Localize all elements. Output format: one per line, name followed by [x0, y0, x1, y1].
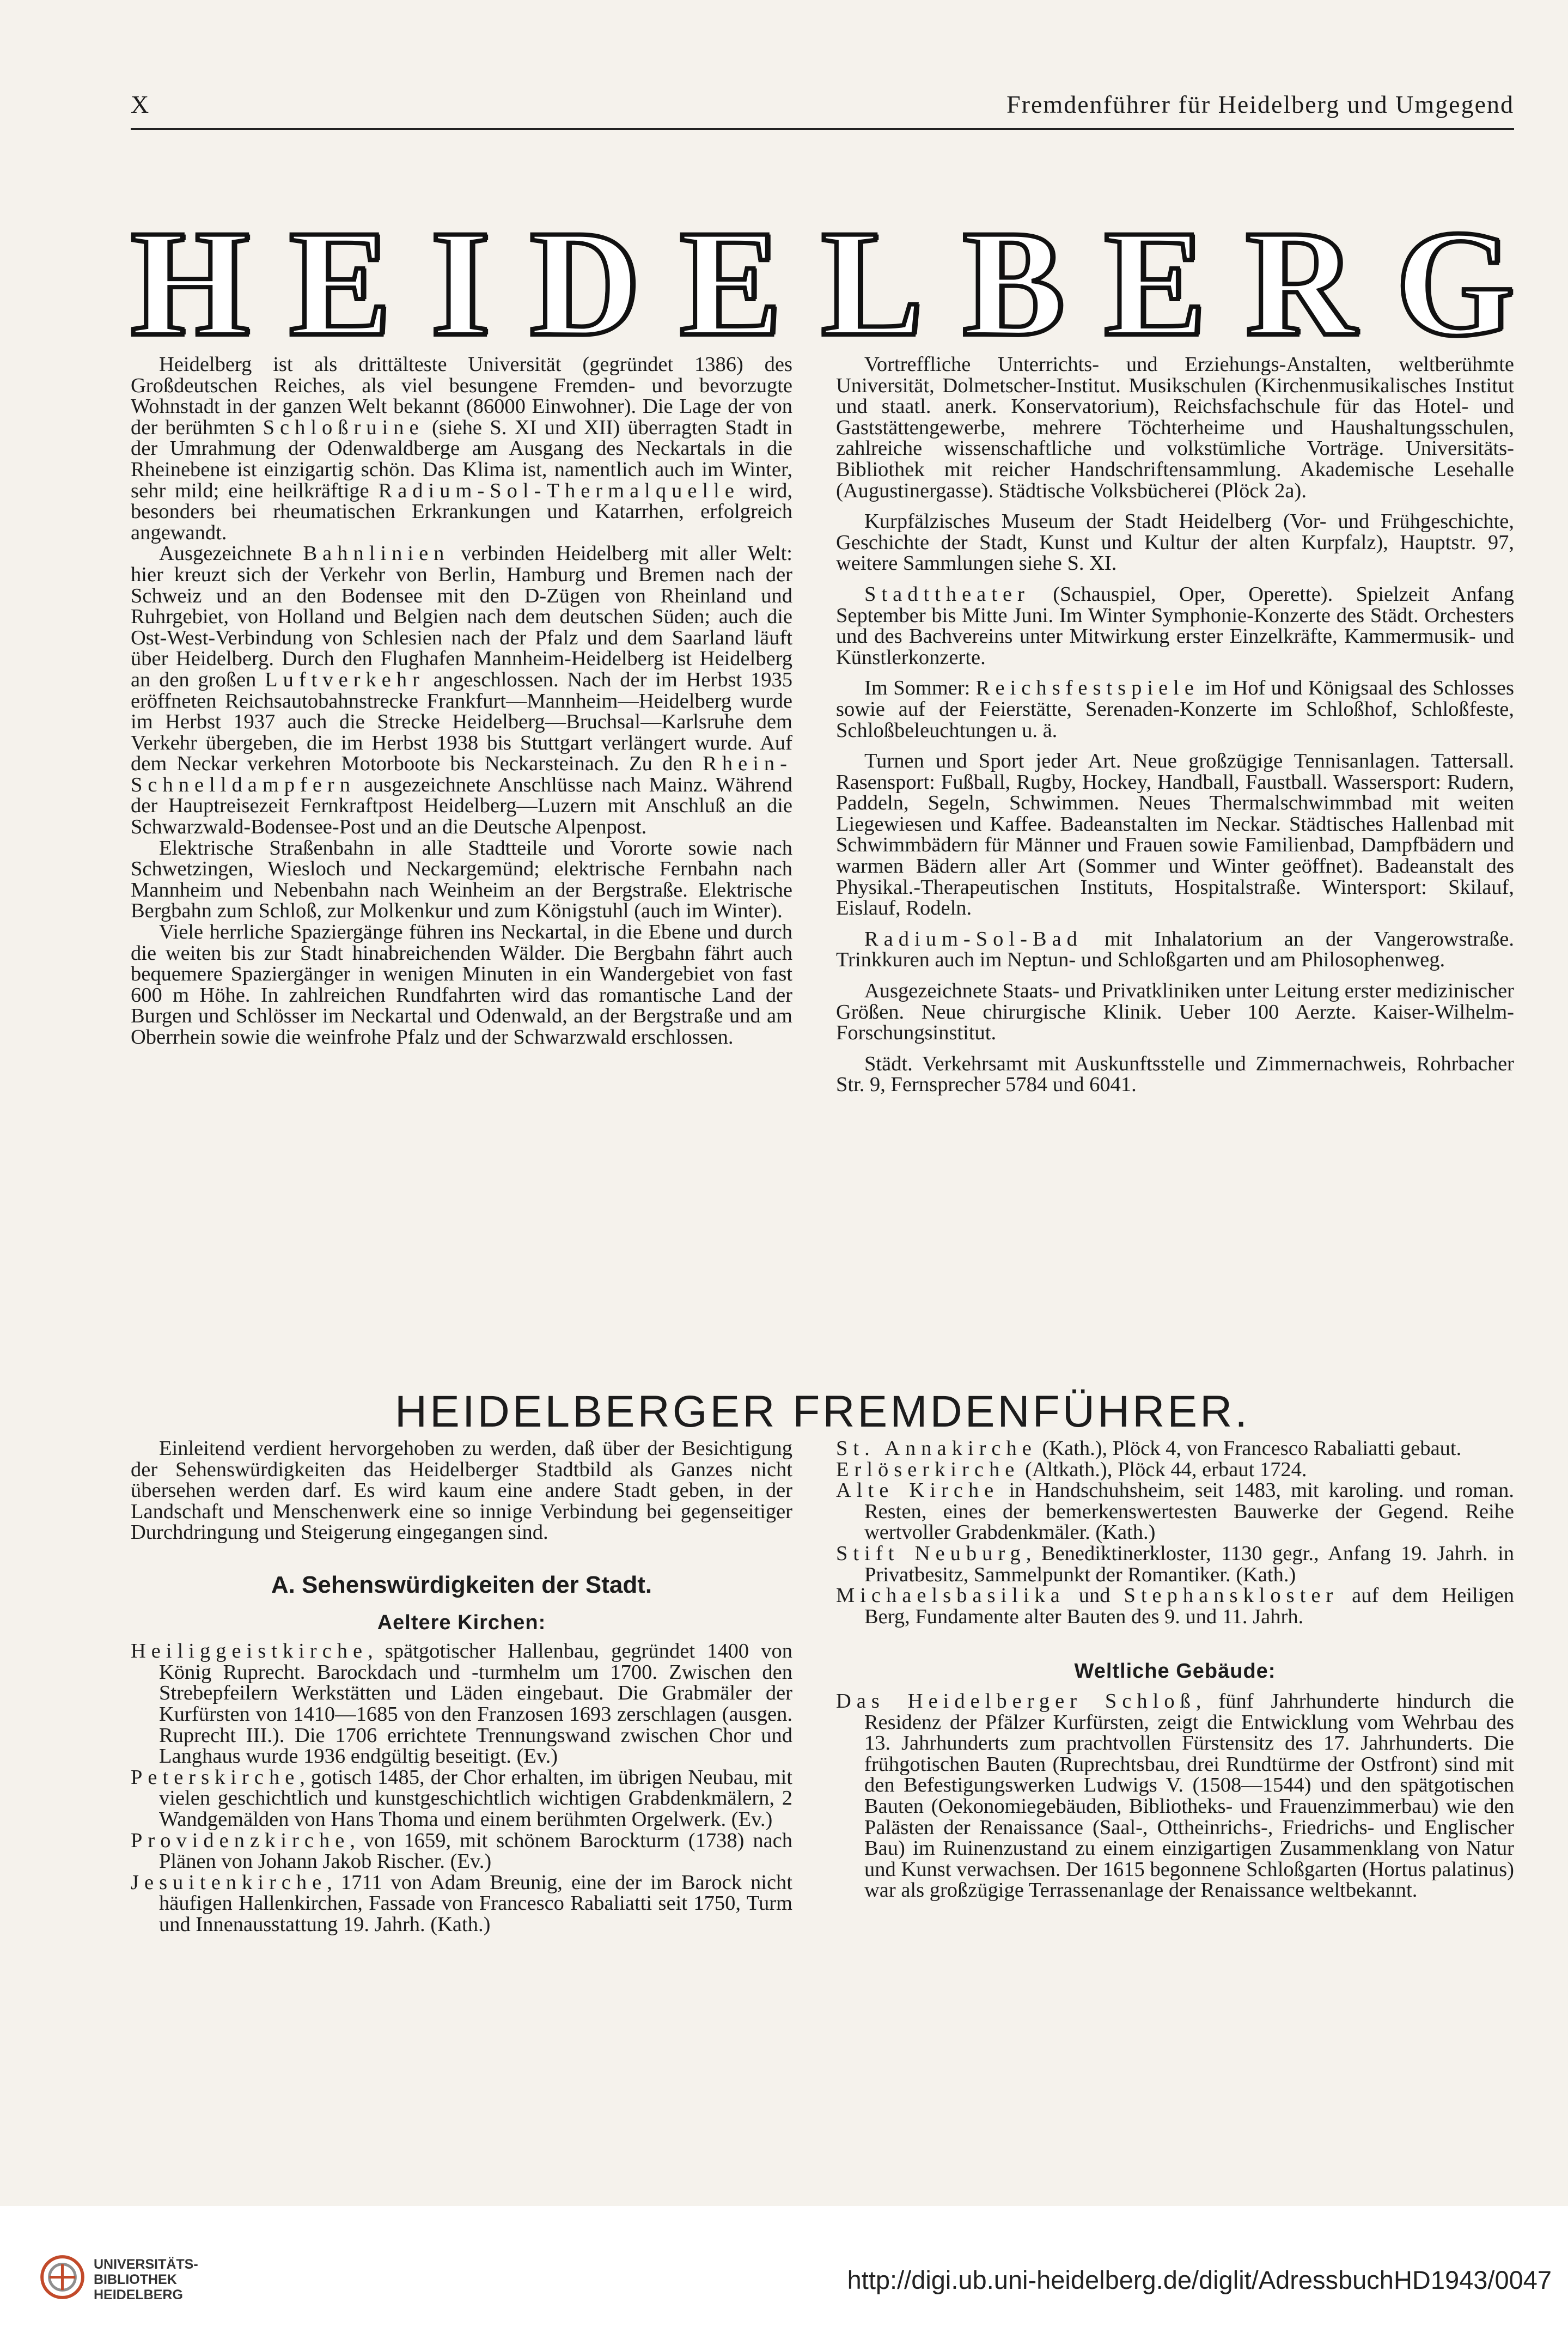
church-name: Michaelsbasilika — [836, 1584, 1065, 1607]
spaced-keyword: Stadttheater — [864, 582, 1030, 606]
paragraph-text: Viele herrliche Spaziergänge führen ins Neckartal, in die Ebene und durch die weiten bis zur Stadt hinabreichenden Wälder. Die Bergbahn fährt auch bequemere Spaziergänger in wenigen Minuten in ein Wandergebiet von fast 600 m Höhe. In zahlreichen Rundfahrten wird das romantische Land der Burgen und Schlösser im Neckartal und Odenwald, an der Bergstraße und am Oberrhein sowie die weinfrohe Pfalz und der Schwarzwald erschlossen. — [131, 921, 792, 1049]
paragraph-text: Turnen und Sport jeder Art. Neue großzügige Tennisanlagen. Tattersall. Rasensport: Fußball, Rugby, Hockey, Handball, Faustball. Wassersport: Rudern, Paddeln, Segeln, Schwimmen. Neues Thermalschwimmbad mit weiten Liegewiesen und Kaffee. Badeanstalten im Neckar. Städtisches Hallenbad mit Schwimmbädern für Männer und Frauen sowie Familienbad, Dampfbädern und warmen Bädern aller Art (Sommer und Winter geöffnet). Badeanstalt des Physikal.-Therapeutischen Instituts, Hospitalstraße. Wintersport: Skilauf, Eislauf, Rodeln. — [836, 750, 1514, 920]
church-name: Erlöserkirche — [836, 1458, 1020, 1481]
intro-paragraph — [131, 922, 792, 1048]
church-name: Peterskirche — [131, 1765, 300, 1789]
church-description: , spätgotischer Hallenbau, gegründet 1400 von König Ruprecht. Barockdach und -turmhelm um 1700. Zwischen den Strebepfeilern Werkstätten und Läden eingebaut. Die Grabmäler der Kurfürsten von 1410—1685 von den Franzosen 1693 zerschlagen (ausgen. Ruprecht III.). Die 1706 errichtete Trennungswand zwischen Chor und Langhaus wurde 1936 endgültig beseitigt. (Ev.) — [159, 1640, 792, 1768]
paragraph-text: Städt. Verkehrsamt mit Auskunftsstelle und Zimmernachweis, Rohrbacher Str. 9, Fernsprecher 5784 und 6041. — [836, 1052, 1514, 1097]
guide-intro: Einleitend verdient hervorgehoben zu werden, daß über der Besichtigung der Sehenswürdigkeiten das Heidelberger Stadtbild als Ganzes nicht übersehen werden darf. Es wird kaum eine andere Stadt geben, in der Landschaft und Menschenwerk eine so innige Verbindung bei gegenseitiger Durchdringung und Steigerung eingegangen sind. — [131, 1437, 792, 1544]
church-description: , 1711 von Adam Breunig, eine der im Barock nicht häufigen Hallenkirchen, Fassade von Francesco Rabaliatti seit 1750, Turm und Innenausstattung 19. Jahrh. (Kath.) — [159, 1871, 792, 1936]
spaced-keyword: Bahnlinien — [303, 542, 450, 565]
paragraph-text: Im Sommer: — [864, 677, 976, 700]
church-name: St. Annakirche — [836, 1437, 1037, 1460]
source-url[interactable]: http://digi.ub.uni-heidelberg.de/diglit/AdressbuchHD1943/0047 — [847, 2265, 1552, 2294]
intro-paragraph — [836, 354, 1514, 501]
intro-paragraph — [131, 543, 792, 837]
church-list-left — [131, 1641, 792, 1935]
church-description: , gotisch 1485, der Chor erhalten, im übrigen Neubau, mit vielen geschichtlich und kunstgeschichtlich wichtigen Grabdenkmälern, 2 Wandgemälden von Hans Thoma und einem berühmten Orgelwerk. (Ev.) — [159, 1765, 792, 1831]
church-name: Heiliggeistkirche — [131, 1640, 368, 1663]
intro-column-right — [836, 354, 1514, 1095]
title-letter: E — [679, 198, 782, 368]
intro-paragraph — [836, 980, 1514, 1044]
guide-title: HEIDELBERGER FREMDENFÜHRER. — [394, 1387, 1250, 1436]
intro-paragraph — [836, 929, 1514, 971]
paragraph-text: Elektrische Straßenbahn in alle Stadtteile und Vororte sowie nach Schwetzingen, Wiesloch und Neckargemünd; elektrische Fernbahn nach Mannheim und Nebenbahn nach Weinheim an der Bergstraße. Elektrische Bergbahn zum Schloß, zur Molkenkur und zum Königstuhl (auch im Winter). — [131, 836, 792, 923]
paragraph-text: Heidelberg ist als drittälteste Universität (gegründet 1386) des Großdeutschen Reiches, als viel besungene Fremden- und bevorzugte Wohnstadt in der ganzen Welt bekannt (86000 Einwohner). Die Lage der von der berühmten — [131, 353, 792, 439]
library-name-line1: UNIVERSITÄTS- — [94, 2257, 198, 2272]
church-entry — [131, 1641, 792, 1767]
intro-column-left — [131, 354, 792, 1048]
library-footer — [0, 2206, 1568, 2327]
spaced-keyword: Radium-Sol-Thermalquelle — [378, 479, 740, 502]
church-name: Alte Kirche — [836, 1479, 999, 1502]
schloss-text: , fünf Jahrhunderte hindurch die Residenz der Pfälzer Kurfürsten, zeigt die Entwicklung vom Wehrbau des 13. Jahrhunderts zum prachtvollen Fürstensitz des 17. Jahrhunderts. Die frühgotischen Bauten (Ruprechtsbau, drei Rundtürme der Ostfront) sind mit den Befestigungswerken Ludwigs V. (1508—1544) und den spätgotischen Bauten (Oekonomiegebäuden, Bibliotheks- und Frauenzimmerbau) wie den Palästen der Renaissance (Saal-, Ottheinrichs-, Friedrichs- und Englischer Bau) im Ruinenzustand zu einem einzigartigen Zusammenklang von Natur und Kunst verwachsen. Der 1615 begonnene Schloßgarten (Hortus palatinus) war als großzügige Terrassenanlage der Renaissance weltbekannt. — [864, 1689, 1514, 1902]
spaced-keyword: Radium-Sol-Bad — [864, 927, 1083, 951]
paragraph-text: verbinden Heidelberg mit aller Welt: hier kreuzt sich der Verkehr von Berlin, Hamburg und Bremen nach der Schweiz und an den Bodensee mit den D-Zügen von Rheinland und Ruhrgebiet, von Holland und Belgien nach dem deutschen Süden; auch die Ost-West-Verbindung von Schlesien nach der Pfalz und dem Saarland läuft über Heidelberg. Durch den Flughafen Mannheim-Heidelberg ist Heidelberg an den großen — [131, 542, 792, 691]
church-entry — [131, 1830, 792, 1872]
intro-paragraph — [131, 838, 792, 922]
title-letter: D — [529, 198, 640, 368]
guide-column-right — [836, 1438, 1514, 1901]
page-header — [131, 90, 1514, 123]
spaced-keyword: Reichsfestspiele — [975, 677, 1199, 700]
library-name-line2: BIBLIOTHEK — [94, 2272, 177, 2287]
intro-paragraph — [836, 511, 1514, 574]
paragraph-text: Ausgezeichnete — [159, 542, 303, 565]
paragraph-text: ausgezeichnete Anschlüsse nach Mainz. Während der Hauptreisezeit Fernkraftpost Heidelberg—Luzern mit Anschluß an die Schwarzwald-Bodensee-Post und an die Deutsche Alpenpost. — [131, 773, 792, 839]
schloss-name: Das Heidelberger Schloß — [836, 1689, 1196, 1713]
title-letter: L — [821, 198, 923, 368]
church-entry — [131, 1767, 792, 1830]
paragraph-text: mit Inhalatorium an der Vangerowstraße. Trinkkuren auch im Neptun- und Schloßgarten und am Philosophenweg. — [836, 927, 1514, 972]
church-name: Providenzkirche — [131, 1829, 350, 1852]
paragraph-text: Kurpfälzisches Museum der Stadt Heidelberg (Vor- und Frühgeschichte, Geschichte der Stadt, Kunst und Kultur der alten Kurpfalz), Hauptstr. 97, weitere Sammlungen siehe S. XI. — [836, 510, 1514, 575]
church-entry — [836, 1543, 1514, 1585]
paragraph-text: Ausgezeichnete Staats- und Privatkliniken unter Leitung erster medizinischer Größen. Neue chirurgische Klinik. Ueber 100 Aerzte. Kaiser-Wilhelm-Forschungsinstitut. — [836, 979, 1514, 1045]
section-heading-a: A. Sehenswürdigkeiten der Stadt. — [271, 1571, 652, 1598]
title-letter: I — [430, 198, 490, 368]
intro-paragraph — [836, 678, 1514, 741]
church-entry — [836, 1459, 1514, 1481]
church-description: (Kath.), Plöck 4, von Francesco Rabaliatti gebaut. — [1036, 1437, 1462, 1460]
schloss-entry — [836, 1691, 1514, 1901]
paragraph-text: (siehe S. XI und XII) überragten Stadt in der Umrahmung der Odenwaldberge am Ausgang des Neckartals in die Rheinebene ist einzigartig schön. Das Klima ist, namentlich auch im Winter, sehr mild; eine heilkräftige — [131, 416, 792, 502]
title-letter: E — [289, 198, 391, 368]
spaced-keyword: Schloßruine — [263, 416, 424, 439]
church-description: auf dem Heiligen Berg, Fundamente alter Bauten des 9. und 11. Jahrh. — [864, 1584, 1515, 1628]
library-name-line3: HEIDELBERG — [94, 2287, 183, 2302]
church-description: , Benediktinerkloster, 1130 gegr., Anfang 19. Jahrh. in Privatbesitz, Sammelpunkt der Romantiker. (Kath.) — [864, 1542, 1514, 1586]
main-title-heidelberg — [131, 198, 1514, 368]
church-entry — [836, 1438, 1514, 1459]
church-name: Stephanskloster — [1124, 1584, 1339, 1607]
title-letter: H — [131, 198, 249, 368]
paragraph-text: im Hof und Königsaal des Schlosses sowie auf der Feierstätte, Serenaden-Konzerte im Schloßhof, Schloßfeste, Schloßbeleuchtungen u. ä. — [836, 677, 1514, 742]
spaced-keyword: Luftverkehr — [265, 668, 425, 691]
subsection-heading-buildings: Weltliche Gebäude: — [1074, 1660, 1276, 1683]
title-letter: G — [1395, 198, 1514, 368]
intro-paragraph — [131, 354, 792, 543]
title-letter: R — [1245, 198, 1356, 368]
guide-column-left — [131, 1438, 792, 1935]
church-list-right — [836, 1438, 1514, 1627]
church-description: und — [1065, 1584, 1124, 1607]
church-entry — [836, 1480, 1514, 1543]
running-head: Fremdenführer für Heidelberg und Umgegend — [1006, 90, 1514, 118]
church-description: (Altkath.), Plöck 44, erbaut 1724. — [1020, 1458, 1307, 1481]
paragraph-text: Vortreffliche Unterrichts- und Erziehungs-Anstalten, weltberühmte Universität, Dolmetscher-Institut. Musikschulen (Kirchenmusikalisches Institut und staatl. anerk. Konservatorium), Reichsfachschule für das Hotel- und Gaststättengewerbe, mehrere Töchterheime und Haushaltungsschulen, zahlreiche wissenschaftliche und volkstümliche Vorträge. Universitäts-Bibliothek mit reicher Handschriftensammlung. Akademische Lesehalle (Augustinergasse). Städtische Volksbücherei (Plöck 2a). — [836, 353, 1514, 502]
library-seal-icon — [39, 2254, 86, 2300]
paragraph-text: angeschlossen. Nach der im Herbst 1935 eröffneten Reichsautobahnstrecke Frankfurt—Mannheim—Heidelberg wurde im Herbst 1937 auch die Strecke Heidelberg—Bruchsal—Karlsruhe dem Verkehr übergeben, die im Herbst 1938 bis Stuttgart verlängert wurde. Auf dem Neckar verkehren Motorboote bis Neckarsteinach. Zu den — [131, 668, 792, 776]
church-description: , von 1659, mit schönem Barockturm (1738) nach Plänen von Johann Jakob Rischer. (Ev.) — [159, 1829, 792, 1873]
intro-paragraph — [836, 584, 1514, 668]
paragraph-text: (Schauspiel, Oper, Operette). Spielzeit Anfang September bis Mitte Juni. Im Winter Symphonie-Konzerte des Städt. Orchesters und des Bachvereins unter Mitwirkung erster Einzelkräfte, Kammermusik- und Künstlerkonzerte. — [836, 582, 1514, 669]
church-name: Jesuitenkirche — [131, 1871, 327, 1894]
church-description: in Handschuhsheim, seit 1483, mit karoling. und roman. Resten, eines der bemerkenswertesten Bauwerke der Gegend. Reihe wertvoller Grabdenkmäler. (Kath.) — [864, 1479, 1514, 1544]
spaced-keyword: Rhein-Schnelldampfern — [131, 752, 792, 796]
church-entry — [836, 1585, 1514, 1627]
library-name — [94, 2257, 198, 2302]
church-entry — [131, 1872, 792, 1935]
intro-paragraph — [836, 1053, 1514, 1095]
title-letter: B — [962, 198, 1065, 368]
paragraph-text: wird, besonders bei rheumatischen Erkrankungen und Katarrhen, erfolgreich angewandt. — [131, 479, 792, 544]
title-letter: E — [1104, 198, 1206, 368]
subsection-heading-churches: Aeltere Kirchen: — [377, 1611, 546, 1634]
church-name: Stift Neuburg — [836, 1542, 1026, 1565]
header-rule — [131, 128, 1514, 130]
intro-paragraph — [836, 751, 1514, 919]
page-number: X — [131, 90, 150, 118]
